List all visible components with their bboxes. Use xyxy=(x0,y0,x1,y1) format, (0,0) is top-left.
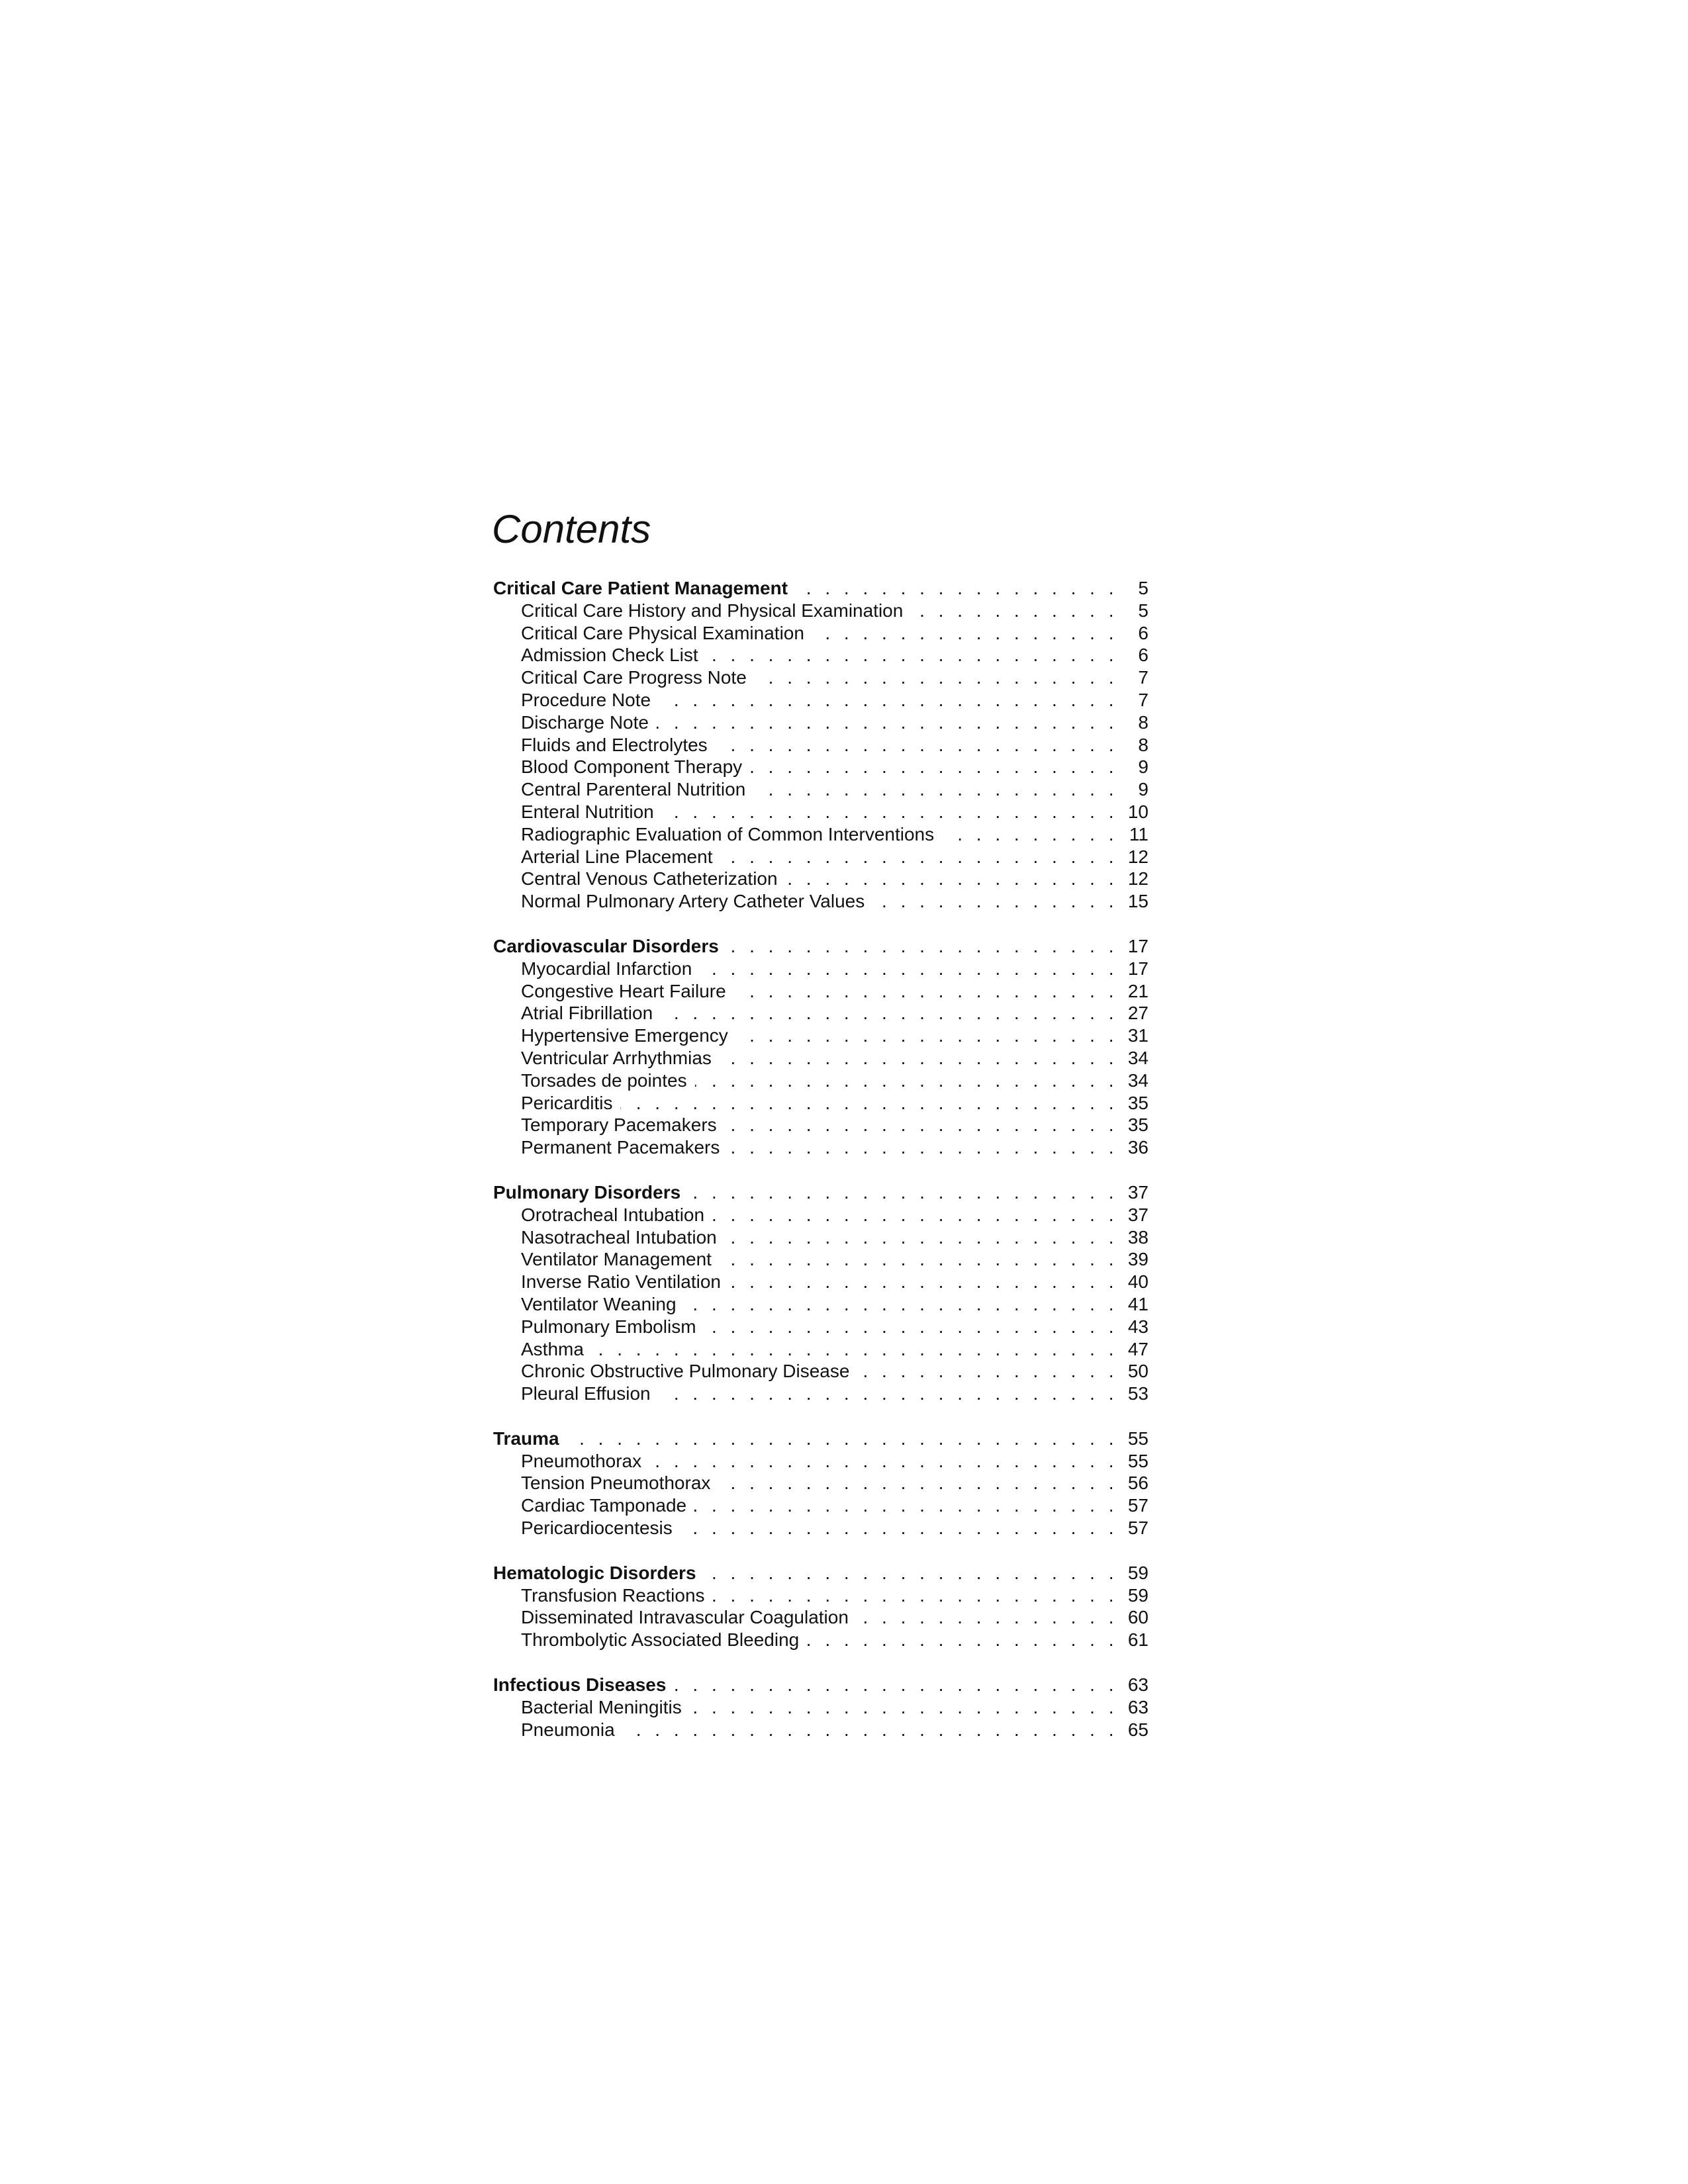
entry-title: Fluids and Electrolytes xyxy=(521,734,708,755)
dot-leader xyxy=(704,1316,1118,1338)
toc-entry[interactable] xyxy=(493,1226,1149,1249)
page-number: 7 xyxy=(1138,689,1149,710)
toc-entry[interactable] xyxy=(493,1248,1149,1271)
dot-leader xyxy=(713,1584,1118,1607)
toc-section xyxy=(493,935,1149,1159)
toc-entry[interactable] xyxy=(493,1360,1149,1383)
entry-title: Myocardial Infarction xyxy=(521,958,692,979)
toc-entry[interactable] xyxy=(493,1293,1149,1316)
toc-entry[interactable] xyxy=(493,1584,1149,1607)
toc-entry[interactable] xyxy=(493,1517,1149,1539)
toc-section xyxy=(493,577,1149,913)
page-number: 63 xyxy=(1127,1696,1149,1717)
entry-title: Trauma xyxy=(493,1428,559,1449)
dot-leader xyxy=(657,711,1118,734)
toc-entry[interactable] xyxy=(493,666,1149,689)
page-number: 50 xyxy=(1127,1361,1149,1382)
toc-entry[interactable] xyxy=(493,711,1149,734)
entry-title: Nasotracheal Intubation xyxy=(521,1226,717,1248)
toc-entry[interactable] xyxy=(493,1024,1149,1047)
dot-leader xyxy=(720,1248,1118,1271)
entry-title: Ventilator Weaning xyxy=(521,1293,677,1314)
page-number: 6 xyxy=(1138,622,1149,643)
entry-title: Bacterial Meningitis xyxy=(521,1696,682,1717)
dot-leader xyxy=(680,1517,1118,1539)
page-number: 7 xyxy=(1138,667,1149,688)
dot-leader xyxy=(716,734,1118,756)
entry-title: Procedure Note xyxy=(521,689,651,710)
dot-leader xyxy=(807,1629,1118,1651)
toc-entry[interactable] xyxy=(493,1002,1149,1024)
page-number: 53 xyxy=(1127,1383,1149,1404)
toc-entry[interactable] xyxy=(493,1047,1149,1069)
page-number: 5 xyxy=(1138,600,1149,621)
page-number: 63 xyxy=(1127,1674,1149,1696)
dot-leader xyxy=(718,1472,1118,1494)
page-number: 56 xyxy=(1127,1473,1149,1494)
dot-leader xyxy=(857,1360,1118,1383)
page-number: 15 xyxy=(1127,891,1149,912)
toc-section xyxy=(493,1674,1149,1741)
entry-title: Infectious Diseases xyxy=(493,1674,667,1696)
entry-title: Asthma xyxy=(521,1338,584,1359)
dot-leader xyxy=(567,1428,1118,1450)
page-number: 39 xyxy=(1127,1249,1149,1270)
page-number: 35 xyxy=(1127,1092,1149,1113)
dot-leader xyxy=(734,980,1118,1003)
entry-title: Pneumonia xyxy=(521,1719,615,1740)
dot-leader xyxy=(911,600,1118,622)
dot-leader xyxy=(694,1494,1118,1517)
dot-leader xyxy=(942,823,1118,846)
entry-title: Critical Care Progress Note xyxy=(521,667,747,688)
page-number: 8 xyxy=(1138,734,1149,755)
page-number: 57 xyxy=(1127,1495,1149,1516)
dot-leader xyxy=(796,577,1118,600)
page-number: 27 xyxy=(1127,1003,1149,1024)
dot-leader xyxy=(720,846,1118,868)
toc-entry[interactable] xyxy=(493,1719,1149,1741)
page-number: 6 xyxy=(1138,645,1149,666)
dot-leader xyxy=(720,1047,1118,1069)
toc-entry[interactable] xyxy=(493,980,1149,1003)
toc-section-heading[interactable] xyxy=(493,1181,1149,1204)
toc-entry[interactable] xyxy=(493,958,1149,980)
page-number: 10 xyxy=(1127,801,1149,822)
toc-entry[interactable] xyxy=(493,1450,1149,1473)
toc-entry[interactable] xyxy=(493,846,1149,868)
toc-entry[interactable] xyxy=(493,1629,1149,1651)
page-number: 21 xyxy=(1127,980,1149,1001)
dot-leader xyxy=(659,1383,1118,1405)
dot-leader xyxy=(661,1002,1118,1024)
table-of-contents xyxy=(492,507,1149,1763)
entry-title: Central Venous Catheterization xyxy=(521,868,778,889)
dot-leader xyxy=(750,756,1118,778)
entry-title: Critical Care Patient Management xyxy=(493,578,788,598)
dot-leader xyxy=(736,1024,1118,1047)
page-number: 35 xyxy=(1127,1115,1149,1136)
toc-section-heading[interactable] xyxy=(493,1674,1149,1696)
dot-leader xyxy=(662,801,1118,823)
toc-entry[interactable] xyxy=(493,1136,1149,1159)
toc-entry[interactable] xyxy=(493,1092,1149,1115)
page-number: 40 xyxy=(1127,1271,1149,1293)
dot-leader xyxy=(700,958,1118,980)
dot-leader xyxy=(857,1606,1118,1629)
entry-title: Thrombolytic Associated Bleeding xyxy=(521,1629,800,1651)
entry-title: Blood Component Therapy xyxy=(521,756,743,778)
dot-leader xyxy=(649,1450,1118,1473)
toc-entry[interactable] xyxy=(493,734,1149,756)
entry-title: Central Parenteral Nutrition xyxy=(521,779,746,800)
entry-title: Pneumothorax xyxy=(521,1450,642,1471)
entry-title: Tension Pneumothorax xyxy=(521,1473,711,1494)
page-number: 55 xyxy=(1127,1450,1149,1471)
toc-sections xyxy=(493,577,1149,1741)
entry-title: Permanent Pacemakers xyxy=(521,1137,720,1158)
page-number: 41 xyxy=(1127,1293,1149,1314)
toc-entry[interactable] xyxy=(493,622,1149,645)
page-number: 12 xyxy=(1127,846,1149,867)
page-number: 47 xyxy=(1127,1338,1149,1359)
page-number: 59 xyxy=(1127,1562,1149,1583)
entry-title: Atrial Fibrillation xyxy=(521,1003,653,1024)
page-number: 59 xyxy=(1127,1584,1149,1606)
toc-section xyxy=(493,1562,1149,1651)
toc-entry[interactable] xyxy=(493,644,1149,666)
toc-entry[interactable] xyxy=(493,801,1149,823)
dot-leader xyxy=(727,1136,1118,1159)
toc-entry[interactable] xyxy=(493,1204,1149,1226)
entry-title: Critical Care Physical Examination xyxy=(521,622,804,643)
entry-title: Radiographic Evaluation of Common Interventions xyxy=(521,823,935,844)
entry-title: Disseminated Intravascular Coagulation xyxy=(521,1607,849,1628)
page-number: 37 xyxy=(1127,1204,1149,1225)
entry-title: Arterial Line Placement xyxy=(521,846,713,867)
toc-section xyxy=(493,1181,1149,1405)
dot-leader xyxy=(659,689,1118,711)
page-number: 57 xyxy=(1127,1518,1149,1539)
entry-title: Pulmonary Disorders xyxy=(493,1181,681,1203)
toc-section-heading[interactable] xyxy=(493,935,1149,958)
toc-entry[interactable] xyxy=(493,1472,1149,1494)
page-number: 37 xyxy=(1127,1181,1149,1203)
entry-title: Discharge Note xyxy=(521,711,649,733)
dot-leader xyxy=(712,1204,1118,1226)
toc-section-heading[interactable] xyxy=(493,1562,1149,1584)
page-number: 38 xyxy=(1127,1226,1149,1248)
dot-leader xyxy=(729,1271,1118,1293)
toc-entry[interactable] xyxy=(493,1271,1149,1293)
toc-section-heading[interactable] xyxy=(493,1428,1149,1450)
page-number: 65 xyxy=(1127,1719,1149,1740)
page-title: Contents xyxy=(492,507,651,551)
entry-title: Critical Care History and Physical Examination xyxy=(521,600,904,621)
toc-entry[interactable] xyxy=(493,1316,1149,1338)
dot-leader xyxy=(592,1338,1118,1361)
page-number: 8 xyxy=(1138,711,1149,733)
entry-title: Admission Check List xyxy=(521,645,698,666)
entry-title: Pleural Effusion xyxy=(521,1383,651,1404)
entry-title: Congestive Heart Failure xyxy=(521,980,726,1001)
dot-leader xyxy=(674,1674,1118,1696)
page-number: 12 xyxy=(1127,868,1149,889)
entry-title: Orotracheal Intubation xyxy=(521,1204,705,1225)
toc-entry[interactable] xyxy=(493,1606,1149,1629)
page-number: 61 xyxy=(1127,1629,1149,1651)
entry-title: Transfusion Reactions xyxy=(521,1584,705,1606)
page-number: 34 xyxy=(1127,1069,1149,1091)
toc-entry[interactable] xyxy=(493,1069,1149,1092)
entry-title: Cardiac Tamponade xyxy=(521,1495,687,1516)
dot-leader xyxy=(620,1092,1118,1115)
page-number: 43 xyxy=(1127,1316,1149,1337)
entry-title: Pericardiocentesis xyxy=(521,1518,673,1539)
page-number: 11 xyxy=(1129,823,1149,844)
page-number: 36 xyxy=(1127,1137,1149,1158)
dot-leader xyxy=(684,1293,1118,1316)
entry-title: Enteral Nutrition xyxy=(521,801,654,822)
dot-leader xyxy=(623,1719,1118,1741)
dot-leader xyxy=(688,1181,1118,1204)
dot-leader xyxy=(753,778,1118,801)
entry-title: Inverse Ratio Ventilation xyxy=(521,1271,721,1293)
page-number: 9 xyxy=(1138,779,1149,800)
page-number: 55 xyxy=(1127,1428,1149,1449)
toc-entry[interactable] xyxy=(493,689,1149,711)
entry-title: Ventricular Arrhythmias xyxy=(521,1047,712,1068)
toc-entry[interactable] xyxy=(493,823,1149,846)
page-number: 31 xyxy=(1127,1025,1149,1046)
dot-leader xyxy=(786,868,1118,890)
toc-section-heading[interactable] xyxy=(493,577,1149,600)
dot-leader xyxy=(706,644,1118,666)
page-number: 17 xyxy=(1127,958,1149,979)
page-number: 60 xyxy=(1127,1607,1149,1628)
toc-entry[interactable] xyxy=(493,1114,1149,1136)
dot-leader xyxy=(725,1114,1118,1136)
dot-leader xyxy=(704,1562,1118,1584)
toc-entry[interactable] xyxy=(493,778,1149,801)
page-number: 34 xyxy=(1127,1047,1149,1068)
toc-entry[interactable] xyxy=(493,890,1149,913)
dot-leader xyxy=(695,1069,1118,1092)
entry-title: Normal Pulmonary Artery Catheter Values xyxy=(521,891,865,912)
toc-entry[interactable] xyxy=(493,868,1149,890)
page-number: 5 xyxy=(1138,578,1149,598)
toc-entry[interactable] xyxy=(493,600,1149,622)
toc-entry[interactable] xyxy=(493,1338,1149,1361)
toc-entry[interactable] xyxy=(493,1383,1149,1405)
entry-title: Pulmonary Embolism xyxy=(521,1316,696,1337)
entry-title: Hypertensive Emergency xyxy=(521,1025,728,1046)
page-number: 9 xyxy=(1138,756,1149,778)
toc-section xyxy=(493,1428,1149,1539)
entry-title: Cardiovascular Disorders xyxy=(493,935,719,956)
entry-title: Ventilator Management xyxy=(521,1249,712,1270)
dot-leader xyxy=(812,622,1118,645)
entry-title: Temporary Pacemakers xyxy=(521,1115,717,1136)
dot-leader xyxy=(690,1696,1118,1719)
dot-leader xyxy=(727,935,1118,958)
dot-leader xyxy=(872,890,1118,913)
toc-entry[interactable] xyxy=(493,1494,1149,1517)
dot-leader xyxy=(755,666,1118,689)
entry-title: Chronic Obstructive Pulmonary Disease xyxy=(521,1361,850,1382)
page-number: 17 xyxy=(1127,935,1149,956)
dot-leader xyxy=(725,1226,1118,1249)
entry-title: Torsades de pointes xyxy=(521,1069,687,1091)
entry-title: Hematologic Disorders xyxy=(493,1562,696,1583)
toc-entry[interactable] xyxy=(493,1696,1149,1719)
entry-title: Pericarditis xyxy=(521,1092,613,1113)
toc-entry[interactable] xyxy=(493,756,1149,778)
